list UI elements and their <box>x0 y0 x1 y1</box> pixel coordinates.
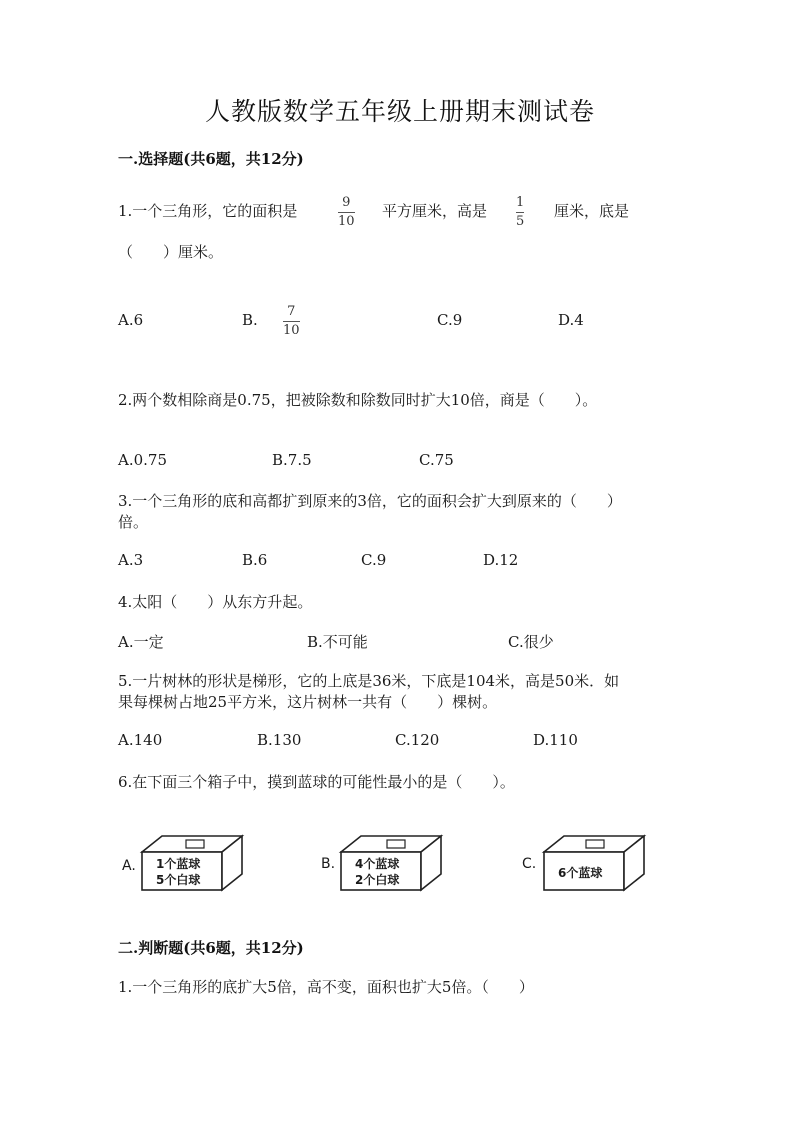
q1-option-d[interactable]: D.4 <box>558 311 584 329</box>
q5-option-a[interactable]: A.140 <box>118 731 163 749</box>
question-6-text: 6.在下面三个箱子中，摸到蓝球的可能性最小的是（ ）。 <box>118 773 515 791</box>
section-heading-choice: 一.选择题(共6题，共12分) <box>118 150 304 168</box>
box-a-line1: 1个蓝球 <box>156 857 201 871</box>
question-1-line2: （ ）厘米。 <box>118 243 224 261</box>
fraction-denominator: 10 <box>283 323 300 338</box>
q1-option-a[interactable]: A.6 <box>118 311 144 329</box>
q1-option-b-fraction <box>283 304 300 339</box>
q2-option-c[interactable]: C.75 <box>419 451 454 469</box>
q5-option-c[interactable]: C.120 <box>395 731 440 749</box>
question-5-line2: 果每棵树占地25平方米，这片树林一共有（ ）棵树。 <box>118 693 498 711</box>
q2-option-b[interactable]: B.7.5 <box>272 451 312 469</box>
page-title: 人教版数学五年级上册期末测试卷 <box>204 97 595 126</box>
q2-option-a[interactable]: A.0.75 <box>118 451 167 469</box>
q3-option-c[interactable]: C.9 <box>361 551 387 569</box>
box-c-line1: 6个蓝球 <box>558 866 603 880</box>
box-a[interactable] <box>122 830 252 899</box>
box-b-label: B. <box>321 856 336 872</box>
question-1-text-c: 厘米，底是 <box>554 202 630 220</box>
box-a-label: A. <box>122 858 136 874</box>
q3-option-a[interactable]: A.3 <box>118 551 144 569</box>
fraction-area-denominator: 10 <box>338 214 355 229</box>
box-c-drawing <box>522 830 652 895</box>
q4-option-b[interactable]: B.不可能 <box>307 633 368 651</box>
question-1-text-b: 平方厘米，高是 <box>382 202 488 220</box>
fraction-bar <box>516 212 524 213</box>
fraction-bar <box>338 212 355 213</box>
q5-option-b[interactable]: B.130 <box>257 731 302 749</box>
box-b-line1: 4个蓝球 <box>355 857 400 871</box>
fraction-numerator: 7 <box>287 304 296 319</box>
fraction-height-denominator: 5 <box>516 214 525 229</box>
box-a-line2: 5个白球 <box>156 873 201 887</box>
box-b-line2: 2个白球 <box>355 873 400 887</box>
question-4-text: 4.太阳（ ）从东方升起。 <box>118 593 313 611</box>
box-c-label: C. <box>522 856 537 872</box>
q4-option-a[interactable]: A.一定 <box>118 633 164 651</box>
question-1-text-a: 1.一个三角形，它的面积是 <box>118 202 298 220</box>
q1-option-b[interactable]: B. <box>242 311 258 329</box>
box-b[interactable] <box>321 830 451 899</box>
q5-option-d[interactable]: D.110 <box>533 731 578 749</box>
judgement-question-1: 1.一个三角形的底扩大5倍，高不变，面积也扩大5倍。（ ） <box>118 978 534 996</box>
fraction-area-numerator: 9 <box>342 195 351 210</box>
question-2-text: 2.两个数相除商是0.75，把被除数和除数同时扩大10倍，商是（ ）。 <box>118 391 598 409</box>
q3-option-d[interactable]: D.12 <box>483 551 519 569</box>
box-c[interactable] <box>522 830 652 899</box>
q1-option-c[interactable]: C.9 <box>437 311 463 329</box>
q3-option-b[interactable]: B.6 <box>242 551 268 569</box>
fraction-bar <box>283 321 300 322</box>
question-3-line2: 倍。 <box>118 513 149 531</box>
question-3-line1: 3.一个三角形的底和高都扩到原来的3倍，它的面积会扩大到原来的（ ） <box>118 492 622 510</box>
fraction-area <box>338 195 355 230</box>
q4-option-c[interactable]: C.很少 <box>508 633 554 651</box>
section-heading-judgement: 二.判断题(共6题，共12分) <box>118 939 304 957</box>
fraction-height <box>516 195 524 230</box>
question-5-line1: 5.一片树林的形状是梯形，它的上底是36米，下底是104米，高是50米．如 <box>118 672 620 690</box>
fraction-height-numerator: 1 <box>516 195 525 210</box>
